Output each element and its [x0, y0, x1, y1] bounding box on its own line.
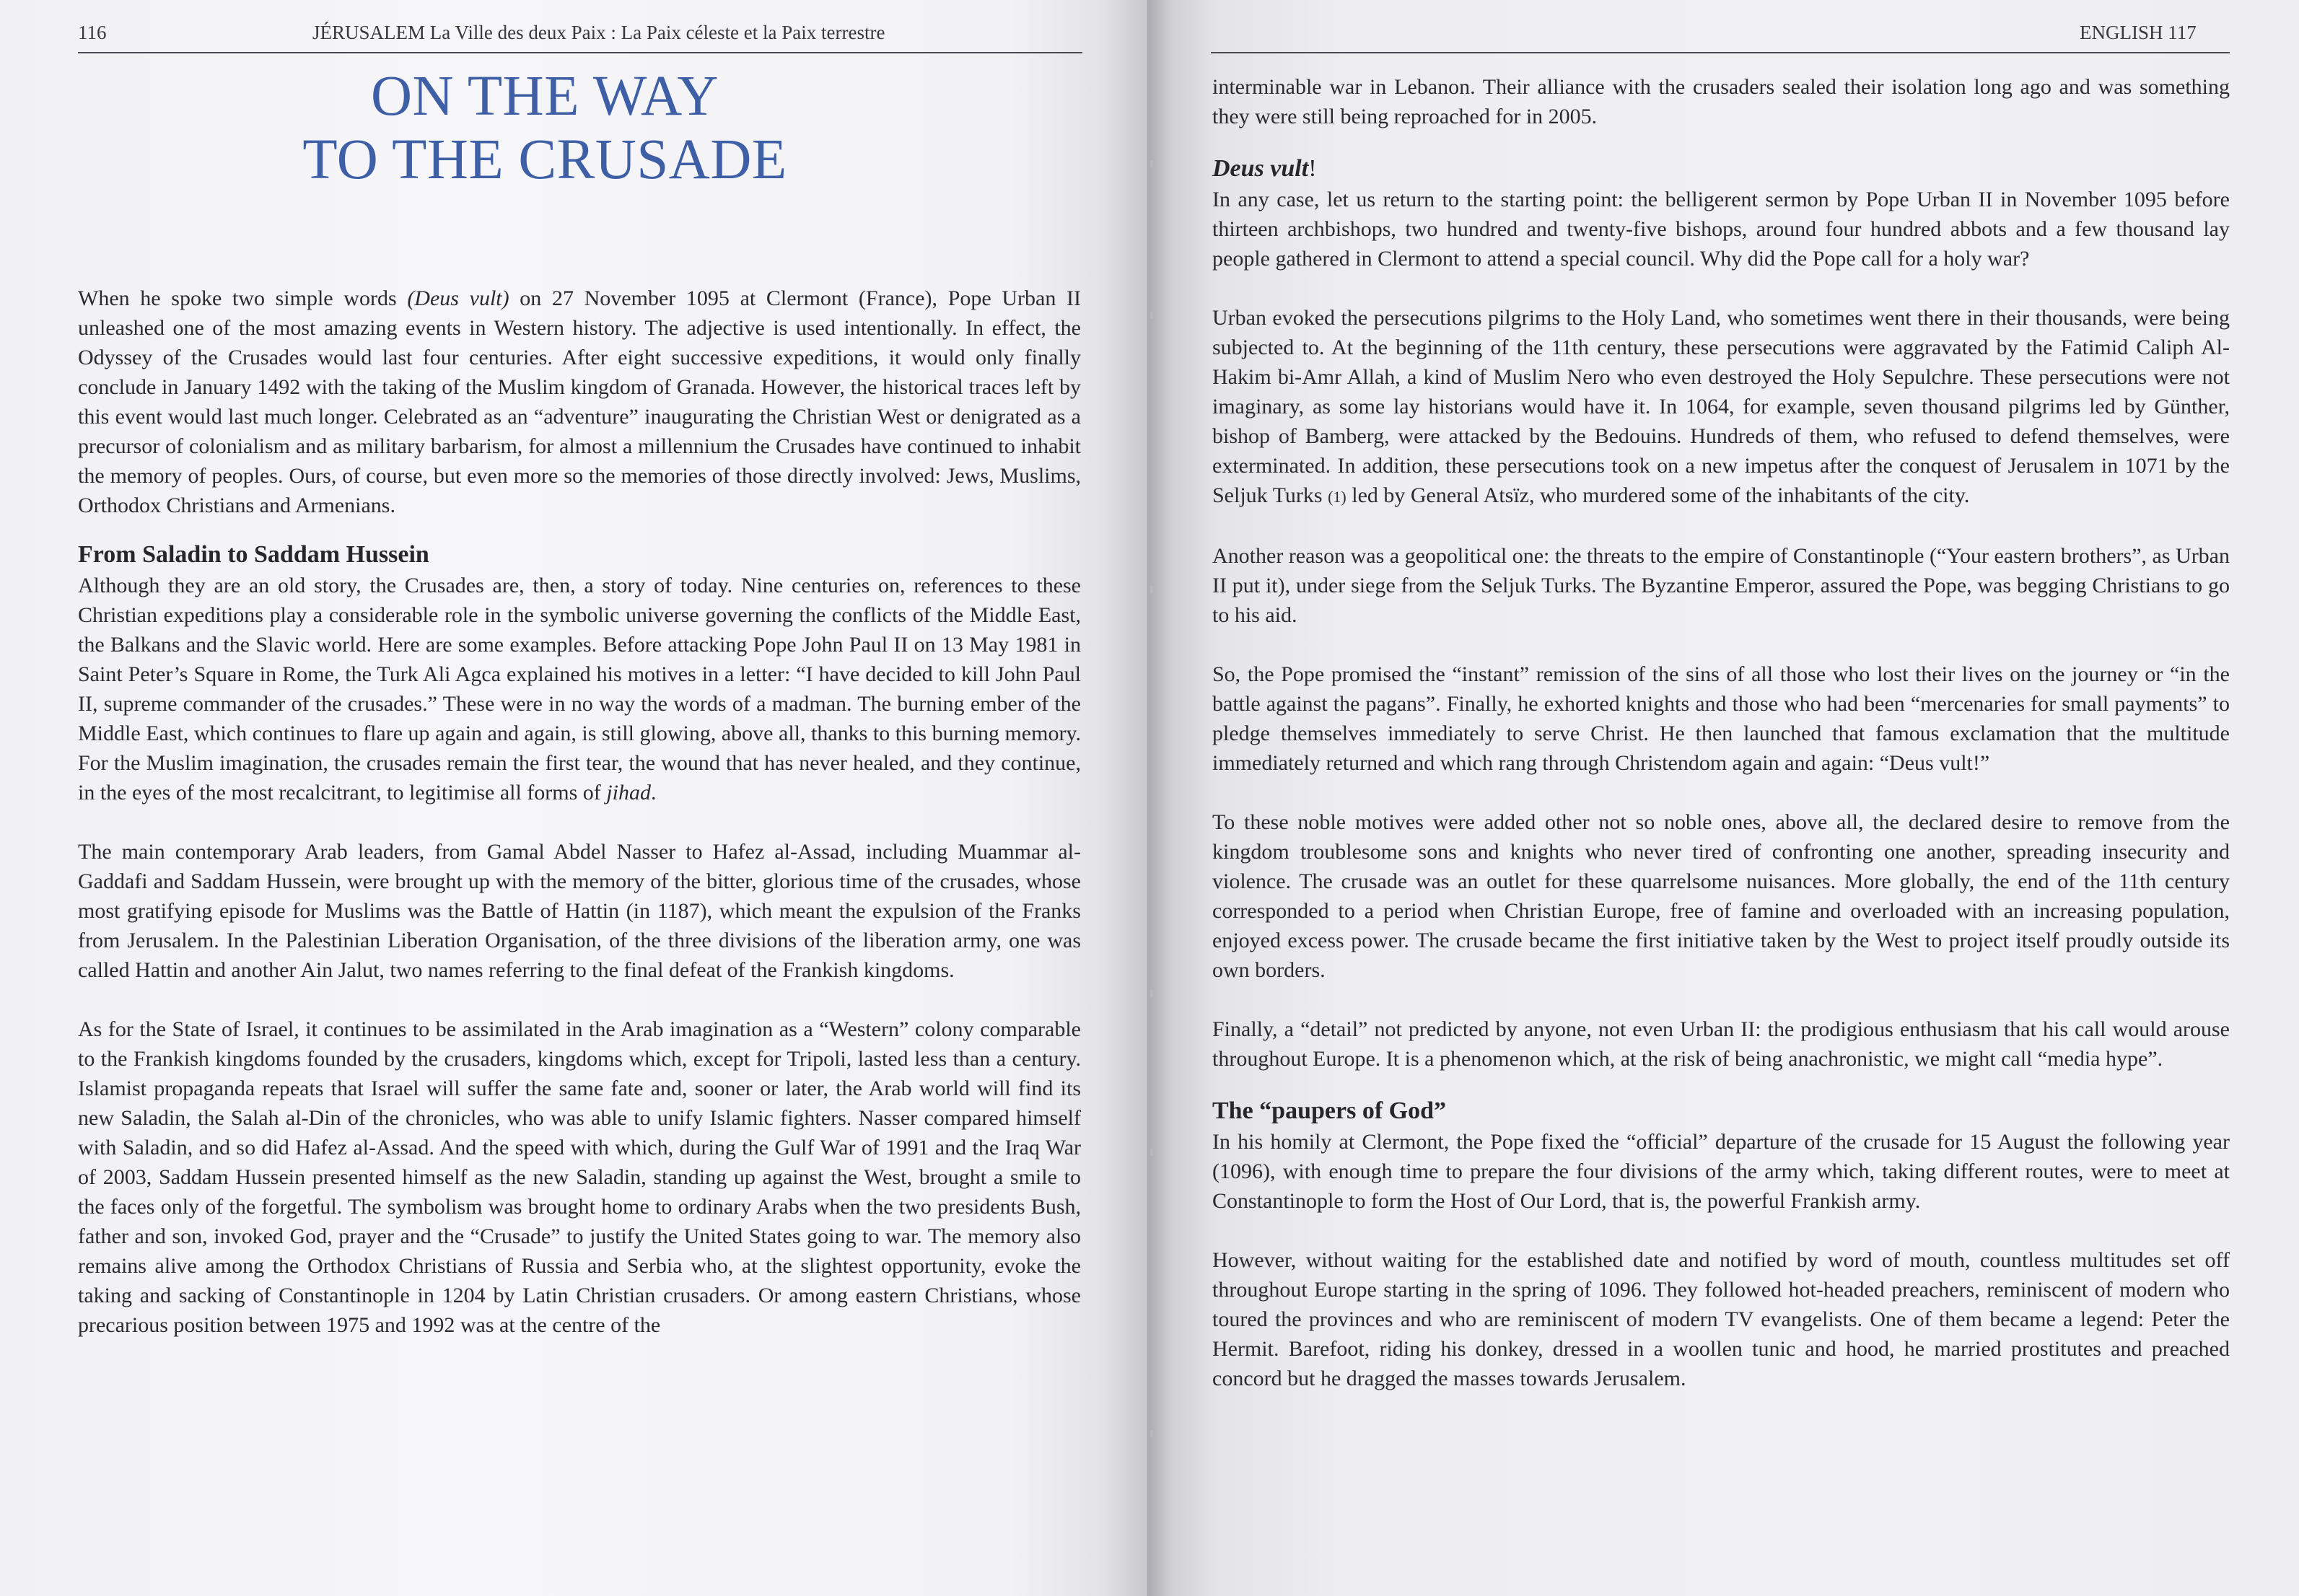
- footnote-marker: (1): [1328, 488, 1346, 506]
- page-number-left: 116: [78, 22, 107, 43]
- binding-mark: [1150, 1430, 1153, 1437]
- section-heading-saladin: From Saladin to Saddam Hussein: [78, 541, 429, 568]
- running-head-left: JÉRUSALEM La Ville des deux Paix : La Paix céleste et la Paix terrestre: [312, 22, 885, 43]
- section-heading-deus-vult: Deus vult!: [1212, 155, 1317, 182]
- left-page: [0, 0, 1147, 1596]
- binding-mark: [1150, 586, 1153, 593]
- paragraph-arab-leaders: The main contemporary Arab leaders, from Gamal Abdel Nasser to Hafez al-Assad, including Muammar al-Gaddafi and Saddam Hussein, were brought up with the memory of the bitter, glorious time of the crusades, whose most gratifying episode for Muslims was the Battle of Hattin (in 1187), which meant the expulsion of the Franks from Jerusalem. In the Palestinian Liberation Organisation, of the three divisions of the liberation army, one was called Hattin and another Ain Jalut, two names referring to the final defeat of the Frankish kingdoms.: [78, 840, 1081, 982]
- paragraph-lebanon-continued: interminable war in Lebanon. Their alliance with the crusaders sealed their isolation long ago and was something they were still being reproached for in 2005.: [1212, 75, 2230, 128]
- running-head-right: ENGLISH 117: [2080, 22, 2197, 43]
- chapter-title-line-1: ON THE WAY: [371, 65, 719, 128]
- binding-mark: [1150, 312, 1153, 319]
- intro-paragraph: When he spoke two simple words (Deus vult) on 27 November 1095 at Clermont (France), Pope Urban II unleashed one of the most amazing events in Western history. The adjective is used intentionally. In effect, the Odyssey of the Crusades would last four centuries. After eight successive expeditions, it would only finally conclude in January 1492 with the taking of the Muslim kingdom of Granada. However, the historical traces left by this event would last much longer. Celebrated as an “adventure” inaugurating the Christian West or denigrated as a precursor of colonialism and as military barbarism, for almost a millennium the Crusades have continued to inhabit the memory of peoples. Ours, of course, but even more so the memories of those directly involved: Jews, Muslims, Orthodox Christians and Armenians.: [78, 286, 1081, 517]
- paragraph-persecutions: Urban evoked the persecutions pilgrims to the Holy Land, who sometimes went there in their thousands, were being subjected to. At the beginning of the 11th century, these persecutions were aggravated by the Fatimid Caliph Al-Hakim bi-Amr Allah, a kind of Muslim Nero who even destroyed the Holy Sepulchre. These persecutions were not imaginary, as some lay historians would have it. In 1064, for example, seven thousand pilgrims led by Günther, bishop of Bamberg, were attacked by the Bedouins. Hundreds of them, who refused to defend themselves, were exterminated. In addition, these persecutions took on a new impetus after the conquest of Jerusalem in 1071 by the Seljuk Turks (1) led by General Atsïz, who murdered some of the inhabitants of the city.: [1212, 306, 2230, 507]
- section-heading-paupers: The “paupers of God”: [1212, 1097, 1446, 1124]
- paragraph-multitudes: However, without waiting for the established date and notified by word of mouth, countless multitudes set off throughout Europe starting in the spring of 1096. They followed hot-headed preachers, reminiscent of modern who toured the provinces and who are reminiscent of modern TV evangelists. One of them became a legend: Peter the Hermit. Barefoot, riding his donkey, dressed in a woollen tunic and hood, he married prostitutes and preached concord but he dragged the masses towards Jerusalem.: [1212, 1248, 2230, 1390]
- left-column: [78, 284, 1081, 1340]
- paragraph-geopolitical: Another reason was a geopolitical one: the threats to the empire of Constantinople (“Your eastern brothers”, as Urban II put it), under siege from the Seljuk Turks. The Byzantine Emperor, assured the Pope, was begging Christians to go to his aid.: [1212, 544, 2230, 627]
- paragraph-remission: So, the Pope promised the “instant” remission of the sins of all those who lost their lives on the journey or “in the battle against the pagans”. Finally, he exhorted knights and those who had been “mercenaries for small payments” to pledge themselves immediately to serve Christ. He then launched that famous exclamation that the multitude immediately returned and which rang through Christendom again and again: “Deus vult!”: [1212, 662, 2230, 775]
- paragraph-crusades-today: Although they are an old story, the Crusades are, then, a story of today. Nine centuries on, references to these Christian expeditions play a considerable role in the symbolic universe governing the conflicts of the Middle East, the Balkans and the Slavic world. Here are some examples. Before attacking Pope John Paul II on 13 May 1981 in Saint Peter’s Square in Rome, the Turk Ali Agca explained his motives in a letter: “I have decided to kill John Paul II, supreme commander of the crusades.” These were in no way the words of a madman. The burning ember of the Middle East, which continues to flare up again and again, is still glowing, above all, thanks to this burning memory. For the Muslim imagination, the crusades remain the first tear, the wound that has never healed, and they continue, in the eyes of the most recalcitrant, to legitimise all forms of jihad.: [78, 574, 1081, 804]
- paragraph-belligerent-sermon: In any case, let us return to the starting point: the belligerent sermon by Pope Urban II in November 1095 before thirteen archbishops, two hundred and twenty-five bishops, around four hundred abbots and a few thousand lay people gathered in Clermont to attend a special council. Why did the Pope call for a holy war?: [1212, 188, 2230, 271]
- binding-mark: [1150, 1149, 1153, 1156]
- chapter-title: [238, 65, 851, 192]
- header-rule-right: [1211, 52, 2230, 53]
- header-rule-left: [78, 52, 1082, 53]
- chapter-title-line-2: TO THE CRUSADE: [302, 128, 787, 191]
- right-page: [1147, 0, 2299, 1596]
- binding-mark: [1150, 990, 1153, 997]
- paragraph-homily: In his homily at Clermont, the Pope fixed the “official” departure of the crusade for 15 August the following year (1096), with enough time to prepare the four divisions of the army which, taking different routes, were to meet at Constantinople to form the Host of Our Lord, that is, the powerful Frankish army.: [1212, 1130, 2230, 1213]
- binding-mark: [1150, 160, 1153, 167]
- right-column: [1212, 72, 2230, 1393]
- paragraph-noble-motives: To these noble motives were added other not so noble ones, above all, the declared desire to remove from the kingdom troublesome sons and knights who never tired of confronting one another, spreading insecurity and violence. The crusade was an outlet for these quarrelsome nuisances. More globally, the end of the 11th century corresponded to a period when Christian Europe, free of famine and overloaded with an increasing population, enjoyed excess power. The crusade became the first initiative taken by the West to project itself proudly outside its own borders.: [1212, 810, 2230, 982]
- jihad-italic: jihad: [606, 781, 651, 804]
- paragraph-detail: Finally, a “detail” not predicted by anyone, not even Urban II: the prodigious enthusiasm that his call would arouse throughout Europe. It is a phenomenon which, at the risk of being anachronistic, we might call “media hype”.: [1212, 1017, 2230, 1071]
- deus-vult-italic: (Deus vult): [407, 286, 509, 310]
- paragraph-state-of-israel: As for the State of Israel, it continues to be assimilated in the Arab imagination as a “Western” colony comparable to the Frankish kingdoms founded by the crusaders, kingdoms which, except for Tripoli, lasted less than a century. Islamist propaganda repeats that Israel will suffer the same fate and, sooner or later, the Arab world will find its new Saladin, the Salah al-Din of the chronicles, who was able to unify Islamic fighters. Nasser compared himself with Saladin, and so did Hafez al-Assad. And the speed with which, during the Gulf War of 1991 and the Iraq War of 2003, Saddam Hussein presented himself as the new Saladin, standing up against the West, brought a smile to the faces only of the forgetful. The symbolism was brought home to ordinary Arabs when the two presidents Bush, father and son, invoked God, prayer and the “Crusade” to justify the United States going to war. The memory also remains alive among the Orthodox Christians of Russia and Serbia who, at the slightest opportunity, evoke the taking and sacking of Constantinople in 1204 by Latin Christian crusaders. Or among eastern Christians, whose precarious position between 1975 and 1992 was at the centre of the: [78, 1017, 1081, 1337]
